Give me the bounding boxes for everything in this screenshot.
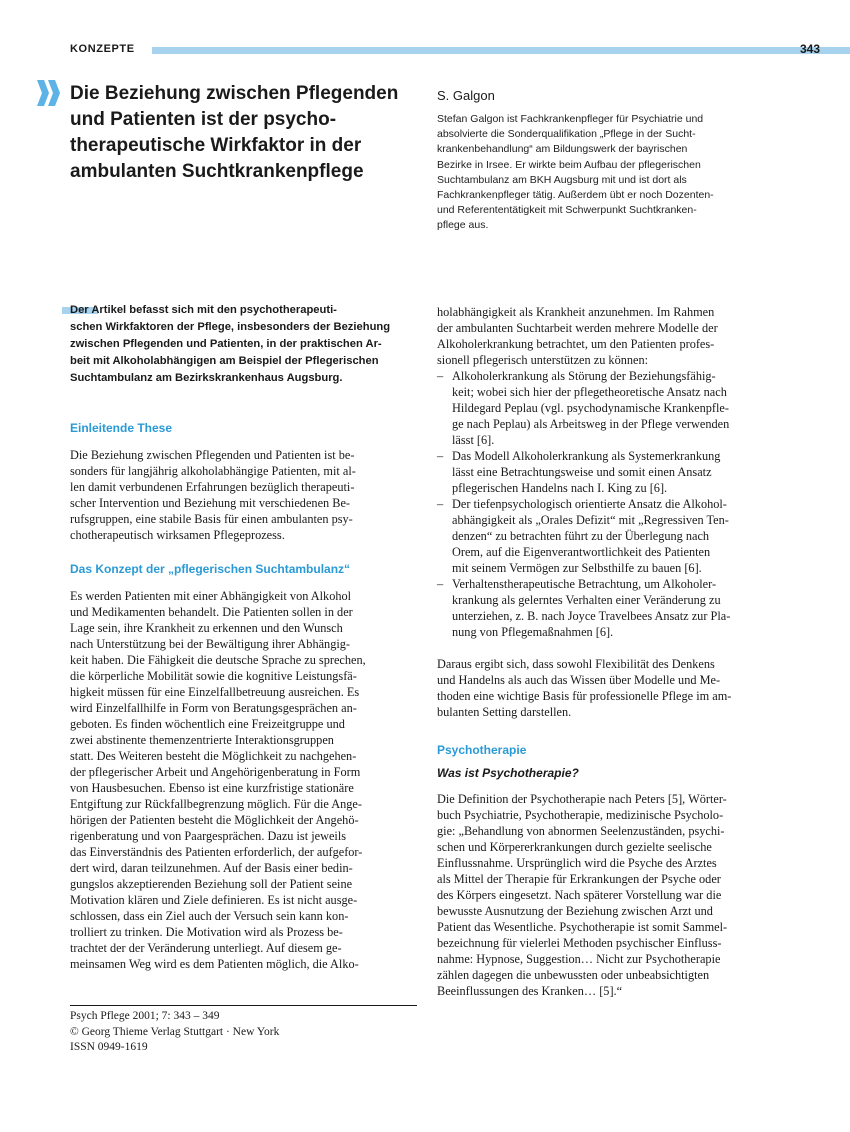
list-item: – Das Modell Alkoholerkrankung als Systemerkrankung lässt eine Betrachtungsweise und somit einen Ansatz pflegerischen Handelns nach I. King zu [6]. xyxy=(437,449,721,495)
article-title: Die Beziehung zwischen Pflegenden und Patienten ist der psychotherapeutische Wirkfaktor in der ambulanten Suchtkrankenpflege xyxy=(70,83,399,182)
footer-rule xyxy=(70,1005,417,1006)
heading-konzept: Das Konzept der „pflegerischen Suchtambulanz“ xyxy=(70,562,351,576)
paragraph: holabhängigkeit als Krankheit anzunehmen. Im Rahmen der ambulanten Suchtarbeit werden mehrere Modelle der Alkoholerkrankung betrachtet, um den Patienten profes- sionell pflegerisch unterstützen zu können: xyxy=(437,305,718,367)
author-bio: Stefan Galgon ist Fachkrankenpfleger für Psychiatrie und absolvierte die Sonderqualifikation „Pflege in der Sucht- krankenbehandlung“ am Bildungswerk der bayrischen Bezirke in Irsee. Er wirkte beim Aufbau der pflegerischen Suchtambulanz am BKH Augsburg mit und ist dort als Fachkrankenpfleger tätig. Außerdem übt er noch Dozenten- und Referententätigkeit mit Schwerpunkt Suchtkranken- pflege aus. xyxy=(437,113,714,232)
paragraph: Die Definition der Psychotherapie nach Peters [5], Wörter- buch Psychiatrie, Psychotherapie, medizinische Psycholo- gie: „Behandlung von abnormen Seelenzuständen, psychi- schen und Körpererkrankungen durch gezielte seelische Einflussnahme. Ursprünglich wird die Psyche des Arztes als Mittel der Therapie für Erkrankungen der Psyche oder des Körpers eingesetzt. Nach späterer Vorstellung war die bewusste Ausnutzung der Beziehung zwischen Arzt und Patient das Wesentliche. Psychotherapie ist somit Sammel- bezeichnung für vielerlei Methoden psychischer Einfluss- nahme: Hypnose, Suggestion… Nicht zur Psychotherapie zählen dagegen die unbewussten oder unbeabsichtigten Beeinflussungen des Kranken… [5].“ xyxy=(437,792,728,998)
heading-einleitende-these: Einleitende These xyxy=(70,421,173,435)
list-item: – Der tiefenpsychologisch orientierte Ansatz die Alkohol- abhängigkeit als „Orales Defizit“ mit „Regressiven Ten- denzen“ zu betrachten führt zu der Überlegung nach Orem, auf die Eigenverantwortlichkeit des Patienten mit seinem Vermögen zur Selbsthilfe zu bauen [6]. xyxy=(437,497,729,575)
footer xyxy=(70,1009,279,1056)
header-bar xyxy=(152,47,850,54)
running-head xyxy=(70,43,820,59)
left-column xyxy=(70,420,417,972)
citation: Psych Pflege 2001; 7: 343 – 349 xyxy=(70,1010,220,1022)
paragraph: Es werden Patienten mit einer Abhängigkeit von Alkohol und Medikamenten behandelt. Die Patienten sollen in der Lage sein, ihre Krankheit zu erkennen und den Wunsch nach Unterstützung bei der Bewältigung ihrer Abhängig- keit haben. Die Fähigkeit die deutsche Sprache zu sprechen, die körperliche Mobilität sowie die kognitive Leistungsfä- higkeit müssen für eine Einzelfallbetreuung ausreichen. Es wird Einzelfallhilfe in Form von Beratungsgesprächen an- geboten. Es finden wöchentlich eine Freizeitgruppe und zwei abstinente themenzentrierte Interaktionsgruppen statt. Des Weiteren besteht die Möglichkeit zu nachgehen- der pflegerischer Arbeit und Angehörigenberatung in Form von Hausbesuchen. Ebenso ist eine kurzfristige stationäre Entgiftung zur Rückfallbegrenzung möglich. Für die Ange- hörigen der Patienten besteht die Möglichkeit der Angehö- rigenberatung und von Paargesprächen. Dazu ist jeweils das Einverständnis des Patienten erforderlich, der aufgefor- dert wird, daran teilzunehmen. Auf der Basis einer bedin- gungslos akzeptierenden Beziehung soll der Patient seine Motivation klären und Ziele definieren. Es ist nicht ausge- schlossen, dass ein Ziel auch der Versuch sein kann kon- trolliert zu trinken. Die Motivation wird als Prozess be- trachtet der der Veränderung unterliegt. Auf diesem ge- meinsamen Weg wird es dem Patienten möglich, die Alko- xyxy=(70,589,366,971)
list-item: – Alkoholerkrankung als Störung der Beziehungsfähig- keit; wobei sich hier der pflegetheoretische Ansatz nach Hildegard Peplau (vgl. psychodynamische Krankenpfle- ge nach Peplau) als Arbeitsweg in der Pflege verwenden lässt [6]. xyxy=(437,369,730,447)
page-number: 343 xyxy=(799,42,820,56)
paragraph: Daraus ergibt sich, dass sowohl Flexibilität des Denkens und Handelns als auch das Wissen über Modelle und Me- thoden eine wichtige Basis für professionelle Pflege im am- bulanten Setting darstellen. xyxy=(437,657,732,719)
author-block xyxy=(437,88,777,234)
list-item: – Verhaltenstherapeutische Betrachtung, um Alkoholer- krankung als gelerntes Verhalten einer Veränderung zu unterziehen, z. B. nach Joyce Travelbees Ansatz zur Pla- nung von Pflegemaßnahmen [6]. xyxy=(437,577,731,639)
abstract: Der Artikel befasst sich mit den psychotherapeuti- schen Wirkfaktoren der Pflege, insbesonders der Beziehung zwischen Pflegenden und Patienten, in der praktischen Ar- beit mit Alkoholabhängigen am Beispiel der Pflegerischen Suchtambulanz am Bezirkskrankenhaus Augsburg. xyxy=(70,304,391,384)
double-chevron-quote-icon xyxy=(36,78,62,108)
publisher: © Georg Thieme Verlag Stuttgart · New York xyxy=(70,1025,280,1038)
right-column xyxy=(437,304,782,999)
subheading-was-ist-psychotherapie: Was ist Psychotherapie? xyxy=(437,766,579,780)
section-label: KONZEPTE xyxy=(70,43,135,55)
paragraph: Die Beziehung zwischen Pflegenden und Patienten ist be- sonders für langjährig alkoholabhängige Patienten, mit al- len damit verbundenen Erfahrungen bezüglich therapeuti- scher Intervention und Beziehung mit verschiedenen Be- rufsgruppen, eine stabile Basis für einen ambulanten psy- chotherapeutisch wirksamen Pflegeprozess. xyxy=(70,448,356,542)
model-list xyxy=(437,368,782,640)
issn: ISSN 0949-1619 xyxy=(70,1041,148,1053)
heading-psychotherapie: Psychotherapie xyxy=(437,743,527,757)
author-name: S. Galgon xyxy=(437,88,495,103)
